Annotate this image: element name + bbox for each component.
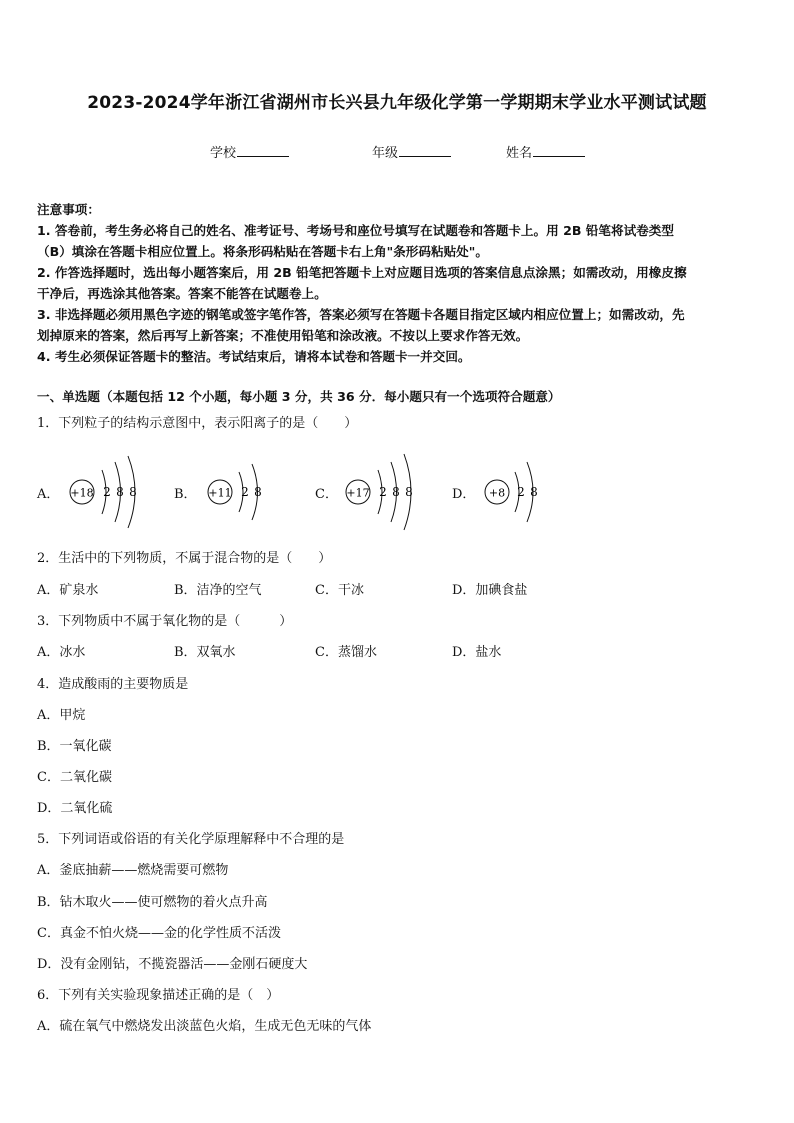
q3-option: D．盐水: [452, 645, 502, 660]
q4-option: A．甲烷: [37, 708, 86, 723]
nucleus-charge: +17: [346, 486, 370, 500]
nucleus-charge: +8: [488, 486, 506, 500]
exam-title: 2023-2024学年浙江省湖州市长兴县九年级化学第一学期期末学业水平测试试题: [87, 93, 707, 113]
question-2-stem: 2．生活中的下列物质，不属于混合物的是（ ）: [37, 551, 332, 566]
school-label: 学校: [210, 146, 237, 161]
note-line: 1. 答卷前，考生务必将自己的姓名、准考证号、考场号和座位号填写在试题卷和答题卡上。用 2B 铅笔将试卷类型: [37, 223, 674, 238]
q2-option: D．加碘食盐: [452, 583, 528, 598]
q5-option: D．没有金刚钻，不揽瓷器活——金刚石硬度大: [37, 957, 308, 972]
atom-diagram-c: [338, 452, 458, 532]
note-line: 2. 作答选择题时，选出每小题答案后，用 2B 铅笔把答题卡上对应题目选项的答案信息点涂黑；如需改动，用橡皮擦: [37, 265, 687, 280]
q3-option: C．蒸馏水: [315, 645, 377, 660]
atom-diagram-d: [477, 452, 597, 532]
shell-electron-count: 8: [129, 485, 137, 499]
shell-electron-count: 2: [103, 485, 111, 499]
name-blank: [533, 144, 585, 157]
atom-diagram-a: [62, 452, 182, 532]
question-1-stem: 1．下列粒子的结构示意图中，表示阳离子的是（ ）: [37, 416, 358, 431]
question-6-stem: 6．下列有关实验现象描述正确的是（ ）: [37, 988, 280, 1003]
shell-electron-count: 8: [405, 485, 413, 499]
q1-option-c-letter: C．: [315, 487, 338, 502]
shell-electron-count: 8: [392, 485, 400, 499]
shell-electron-count: 2: [379, 485, 387, 499]
question-4-stem: 4．造成酸雨的主要物质是: [37, 677, 189, 692]
shell-electron-count: 8: [530, 485, 538, 499]
q5-option: C．真金不怕火烧——金的化学性质不活泼: [37, 926, 281, 941]
note-line: 干净后，再选涂其他答案。答案不能答在试题卷上。: [37, 286, 327, 301]
grade-label: 年级: [372, 146, 399, 161]
school-blank: [237, 144, 289, 157]
q2-option: B．洁净的空气: [174, 583, 262, 598]
shell-electron-count: 8: [254, 485, 262, 499]
school-field: [210, 142, 289, 161]
q5-option: A．釜底抽薪——燃烧需要可燃物: [37, 863, 229, 878]
q4-option: B．一氧化碳: [37, 739, 112, 754]
note-line: 划掉原来的答案，然后再写上新答案；不准使用铅笔和涂改液。不按以上要求作答无效。: [37, 328, 529, 343]
q2-option: C．干冰: [315, 583, 364, 598]
shell-electron-count: 2: [241, 485, 249, 499]
note-line: （B）填涂在答题卡相应位置上。将条形码粘贴在答题卡右上角"条形码粘贴处"。: [37, 244, 488, 259]
question-3-stem: 3．下列物质中不属于氧化物的是（ ）: [37, 614, 293, 629]
name-label: 姓名: [506, 146, 533, 161]
q6-option: A．硫在氧气中燃烧发出淡蓝色火焰，生成无色无味的气体: [37, 1019, 372, 1034]
q5-option: B．钻木取火——使可燃物的着火点升高: [37, 895, 268, 910]
shell-electron-count: 8: [116, 485, 124, 499]
nucleus-charge: +11: [208, 486, 232, 500]
q4-option: C．二氧化碳: [37, 770, 112, 785]
q1-option-d-letter: D．: [452, 487, 476, 502]
atom-diagram-b: [200, 452, 320, 532]
q2-option: A．矿泉水: [37, 583, 99, 598]
q4-option: D．二氧化硫: [37, 801, 113, 816]
name-field: [506, 142, 585, 161]
note-line: 4. 考生必须保证答题卡的整洁。考试结束后，请将本试卷和答题卡一并交回。: [37, 349, 471, 364]
section-heading: 一、单选题（本题包括 12 个小题，每小题 3 分，共 36 分．每小题只有一个选项符合题意）: [37, 389, 561, 404]
question-5-stem: 5．下列词语或俗语的有关化学原理解释中不合理的是: [37, 832, 345, 847]
notes-heading: 注意事项：: [37, 202, 100, 217]
grade-blank: [399, 144, 451, 157]
grade-field: [372, 142, 451, 161]
q1-option-a-letter: A．: [37, 487, 60, 502]
q1-option-b-letter: B．: [174, 487, 197, 502]
shell-electron-count: 2: [517, 485, 525, 499]
nucleus-charge: +18: [70, 486, 94, 500]
note-line: 3. 非选择题必须用黑色字迹的钢笔或签字笔作答，答案必须写在答题卡各题目指定区域内相应位置上；如需改动，先: [37, 307, 685, 322]
q3-option: B．双氧水: [174, 645, 236, 660]
q3-option: A．冰水: [37, 645, 86, 660]
